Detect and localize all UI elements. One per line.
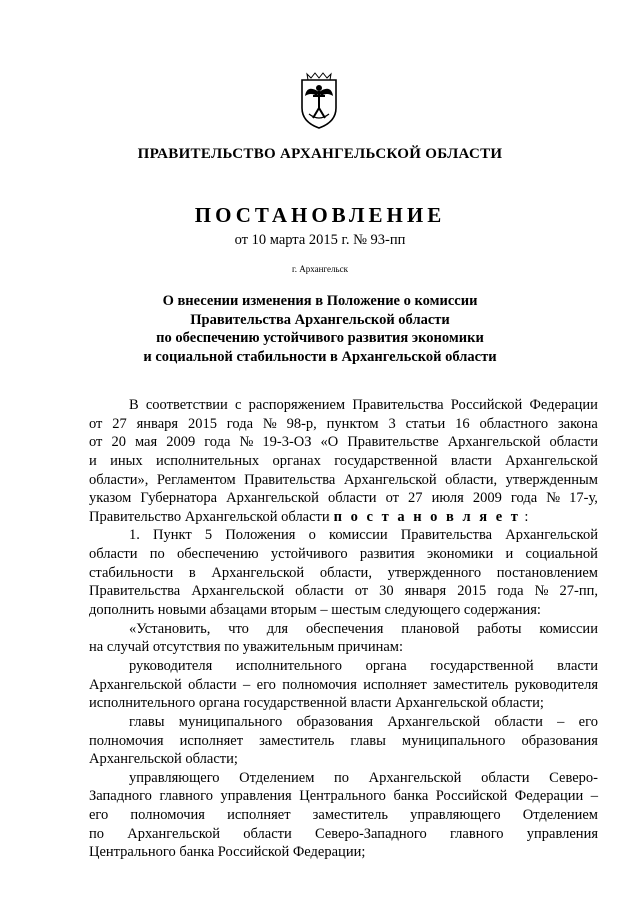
body-line: области по обеспечению устойчивого развития экономики и социальной — [89, 546, 598, 563]
body-line: главы муниципального образования Архангельской области – его — [129, 713, 598, 730]
subject-line: по обеспечению устойчивого развития экономики — [156, 330, 484, 346]
body-line: и иных исполнительных органах государственной власти Архангельской — [89, 452, 598, 469]
body-line: 1. Пункт 5 Положения о комиссии Правительства Архангельской — [129, 527, 598, 544]
decree-colon: : — [524, 508, 529, 525]
organization-name: ПРАВИТЕЛЬСТВО АРХАНГЕЛЬСКОЙ ОБЛАСТИ — [137, 146, 503, 162]
body-line: Центрального банка Российской Федерации; — [89, 844, 366, 861]
body-line: по Архангельской области Северо-Западного главного управления — [89, 825, 598, 842]
body-line: Правительство Архангельской области — [89, 508, 330, 525]
body-line: управляющего Отделением по Архангельской области Северо- — [129, 769, 598, 786]
body-line-decree — [89, 508, 598, 527]
subject-line: О внесении изменения в Положение о комиссии — [162, 293, 478, 309]
document-date-number: от 10 марта 2015 г. № 93-пп — [234, 232, 406, 248]
decree-word: п о с т а н о в л я е т — [333, 508, 521, 525]
body-line: от 27 января 2015 года № 98-р, пунктом 3 статьи 16 областного закона — [89, 415, 598, 432]
document-type-title: ПОСТАНОВЛЕНИЕ — [194, 203, 446, 227]
body-line: на случай отсутствия по уважительным причинам: — [89, 639, 404, 656]
document-subject — [0, 292, 640, 366]
body-line: области», Регламентом Правительства Архангельской области, утвержденным — [89, 471, 598, 488]
body-line: Западного главного управления Центрального банка Российской Федерации – — [89, 788, 598, 805]
document-city: г. Архангельск — [292, 264, 348, 274]
subject-line: Правительства Архангельской области — [190, 311, 450, 328]
body-line: указом Губернатора Архангельской области от 27 июля 2009 года № 17-у, — [89, 490, 598, 507]
body-line: от 20 мая 2009 года № 19-3-ОЗ «О Правительстве Архангельской области — [89, 434, 598, 451]
body-line: Архангельской области; — [89, 751, 238, 768]
subject-line: и социальной стабильности в Архангельской области — [143, 348, 497, 365]
body-line: Правительства Архангельской области от 30 января 2015 года № 27-пп, — [89, 583, 598, 600]
body-line: стабильности в Архангельской области, утвержденного постановлением — [89, 564, 598, 581]
body-line: полномочия исполняет заместитель главы муниципального образования — [89, 732, 598, 749]
coat-of-arms-icon — [299, 70, 339, 130]
body-line: исполнительного органа государственной власти Архангельской области; — [89, 695, 544, 712]
body-line: его полномочия исполняет заместитель управляющего Отделением — [89, 807, 598, 824]
body-line: дополнить новыми абзацами вторым – шестым следующего содержания: — [89, 602, 541, 619]
document-body — [89, 396, 598, 862]
body-line: руководителя исполнительного органа государственной власти — [129, 657, 598, 674]
body-line: «Установить, что для обеспечения плановой работы комиссии — [129, 620, 598, 637]
body-line: Архангельской области – его полномочия исполняет заместитель руководителя — [89, 676, 598, 693]
body-line: В соответствии с распоряжением Правительства Российской Федерации — [129, 397, 598, 413]
